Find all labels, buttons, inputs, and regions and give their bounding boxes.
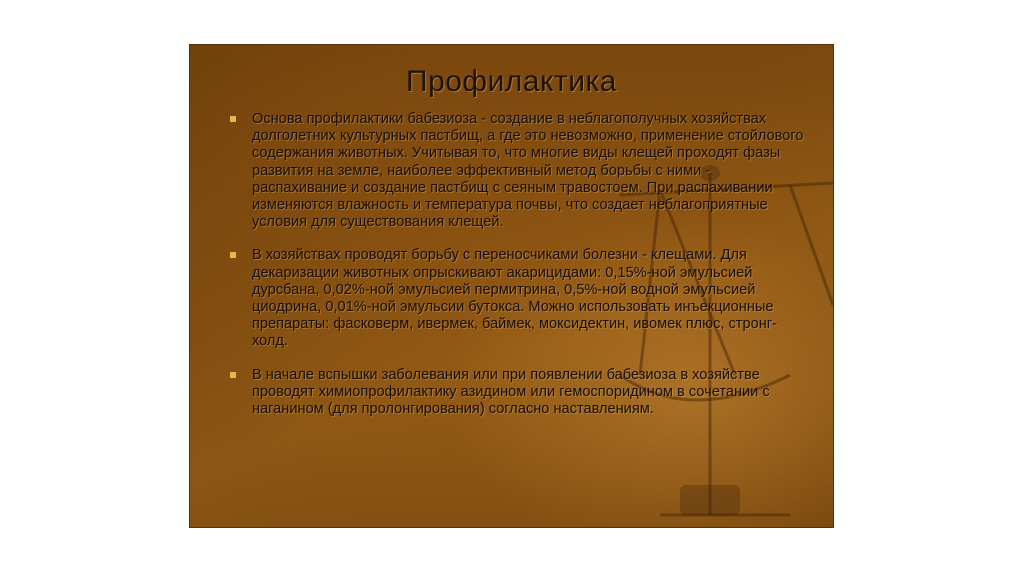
slide-title: Профилактика [406, 65, 617, 98]
bullet-square-icon [230, 116, 236, 122]
bullet-paragraph [228, 111, 808, 231]
bullet-paragraph [228, 367, 808, 419]
paragraph-text: Основа профилактики бабезиоза - создание в неблагополучных хозяйствах долголетних культурных пастбищ, а где это невозможно, применение стойлового содержания животных. Учитывая то, что многие виды клещей проходят фазы развития на земле, наиболее эффективный метод борьбы с ними - распахивание и создание пастбищ с сеяным травостоем. При распахивании изменяются влажность и температура почвы, что создает неблагоприятные условия для существования клещей. [252, 111, 804, 231]
slide-body [228, 111, 808, 434]
paragraph-text: В хозяйствах проводят борьбу с переносчиками болезни - клещами. Для декаризации животных опрыскивают акарицидами: 0,15%-ной эмульсией дурсбана, 0,02%-ной эмульсией пермитрина, 0,5%-ной водной эмульсией циодрина, 0,01%-ной эмульсии бутокса. Можно использовать инъекционные препараты: фасковерм, ивермек, баймек, моксидектин, ивомек плюс, стронг-холд. [252, 247, 777, 350]
bullet-square-icon [230, 252, 236, 258]
bullet-square-icon [230, 372, 236, 378]
slide [190, 45, 833, 527]
paragraph-text: В начале вспышки заболевания или при появлении бабезиоза в хозяйстве проводят химиопрофилактику азидином или гемоспоридином в сочетании с наганином (для пролонгирования) согласно наставлениям. [252, 366, 770, 418]
bullet-paragraph [228, 247, 808, 350]
